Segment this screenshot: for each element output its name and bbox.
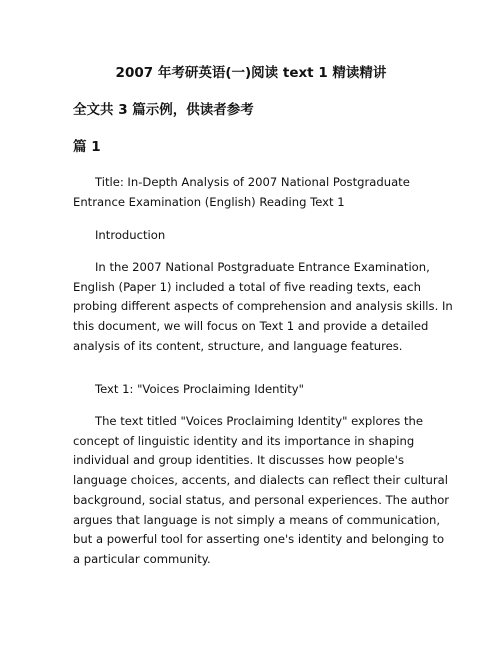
introduction-heading <box>73 226 435 246</box>
paragraph-line: but a powerful tool for asserting one's identity and belonging to <box>73 532 445 547</box>
section-heading: 篇 1 <box>73 139 101 155</box>
document-title: 2007 年考研英语(一)阅读 text 1 精读精讲 <box>115 65 387 81</box>
paragraph-line: English (Paper 1) included a total of five reading texts, each <box>73 279 422 294</box>
paragraph-line: Text 1: "Voices Proclaiming Identity" <box>95 382 304 396</box>
text1-summary-paragraph <box>73 412 450 570</box>
title-paragraph <box>73 173 435 212</box>
paragraph-line: Title: In-Depth Analysis of 2007 National Postgraduate <box>95 175 410 189</box>
paragraph-line: argues that language is not simply a means of communication, <box>73 512 441 527</box>
introduction-paragraph <box>73 258 453 357</box>
paragraph-line: background, social status, and personal experiences. The author <box>73 492 450 507</box>
paragraph-line: language choices, accents, and dialects can reflect their cultural <box>73 473 448 488</box>
document-subtitle: 全文共 3 篇示例，供读者参考 <box>73 102 254 118</box>
paragraph-line: Entrance Examination (English) Reading Text 1 <box>73 194 345 209</box>
paragraph-line: this document, we will focus on Text 1 and provide a detailed <box>73 319 429 334</box>
paragraph-line: individual and group identities. It discusses how people's <box>73 453 405 468</box>
paragraph-line: In the 2007 National Postgraduate Entrance Examination, <box>95 260 430 274</box>
paragraph-line: concept of linguistic identity and its importance in shaping <box>73 433 415 448</box>
paragraph-line: a particular community. <box>73 551 211 566</box>
paragraph-line: Introduction <box>95 228 166 242</box>
paragraph-line: probing different aspects of comprehension and analysis skills. In <box>73 299 453 314</box>
text1-heading <box>73 380 435 400</box>
paragraph-line: analysis of its content, structure, and language features. <box>73 338 403 353</box>
paragraph-line: The text titled "Voices Proclaiming Identity" explores the <box>95 414 423 428</box>
